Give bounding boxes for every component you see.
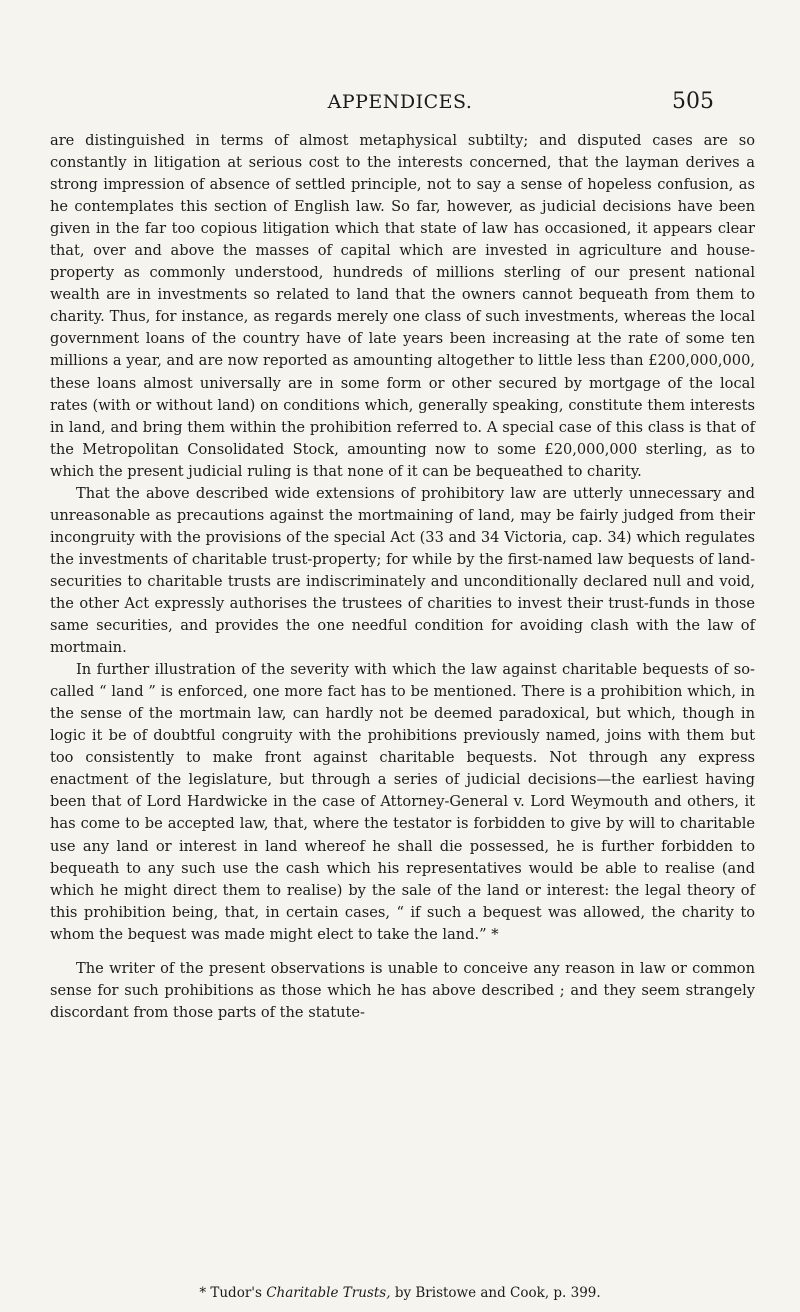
paragraph-1: are distinguished in terms of almost metaphysical subtilty; and disputed cases are so constantly in litigation at serious cost to the interests concerned, that the layman derives a strong impression of absence of settled principle, not to say a sense of hopeless confusion, as he contemplates this section of English law. So far, however, as judicial decisions have been given in the far too copious litigation which that state of law has occasioned, it appears clear that, over and above the masses of capital which are invested in agriculture and house-property as commonly understood, hundreds of millions sterling of our present national wealth are in investments so related to land that the owners cannot bequeath from them to charity. Thus, for instance, as regards merely one class of such investments, whereas the local government loans of the country have of late years been increasing at the rate of some ten millions a year, and are now reported as amounting altogether to little less than £200,000,000, these loans almost universally are in some form or other secured by mortgage of the local rates (with or without land) on conditions which, generally speaking, constitute them interests in land, and bring them within the prohibition referred to. A special case of this class is that of the Metropolitan Consolidated Stock, amounting now to some £20,000,000 sterling, as to which the present judicial ruling is that none of it can be bequeathed to charity. xyxy=(50,132,755,480)
page-header xyxy=(0,91,800,117)
running-head: APPENDICES. xyxy=(327,91,473,113)
paragraph-3: In further illustration of the severity with which the law against charitable bequests of so-called “ land ” is enforced, one more fact has to be mentioned. There is a prohibition which, in the sense of the mortmain law, can hardly not be deemed paradoxical, but which, though in logic it be of doubtful congruity with the prohibitions previously named, joins with them but too consistently to make front against charitable bequests. Not through any express enactment of the legislature, but through a series of judicial decisions—the earliest having been that of Lord Hardwicke in the case of Attorney-General v. Lord Weymouth and others, it has come to be accepted law, that, where the testator is forbidden to give by will to charitable use any land or interest in land whereof he shall die possessed, he is further forbidden to bequeath to any such use the cash which his representatives would be able to realise (and which he might direct them to realise) by the sale of the land or interest: the legal theory of this prohibition being, that, in certain cases, “ if such a bequest was allowed, the charity to whom the bequest was made might elect to take the land.” * xyxy=(50,661,755,943)
body-text xyxy=(50,130,755,1024)
paragraph-2: That the above described wide extensions of prohibitory law are utterly unnecessary and unreasonable as precautions against the mortmaining of land, may be fairly judged from their incongruity with the provisions of the special Act (33 and 34 Victoria, cap. 34) which regulates the investments of charitable trust-property; for while by the first-named law bequests of land-securities to charitable trusts are indiscriminately and unconditionally declared null and void, the other Act expressly authorises the trustees of charities to invest their trust-funds in those same securities, and provides the one needful condition for avoiding clash with the law of mortmain. xyxy=(50,484,755,657)
footnote-title: Charitable Trusts, xyxy=(266,1285,391,1301)
footnote-marker: * xyxy=(199,1285,207,1301)
footnote xyxy=(0,1285,800,1301)
page-number: 505 xyxy=(672,89,714,114)
paragraph-4: The writer of the present observations is unable to conceive any reason in law or common sense for such prohibitions as those which he has above described ; and they seem strangely discordant from those parts of the statute- xyxy=(50,959,755,1021)
footnote-prefix: Tudor's xyxy=(210,1285,262,1301)
footnote-suffix: by Bristowe and Cook, p. 399. xyxy=(394,1285,601,1301)
